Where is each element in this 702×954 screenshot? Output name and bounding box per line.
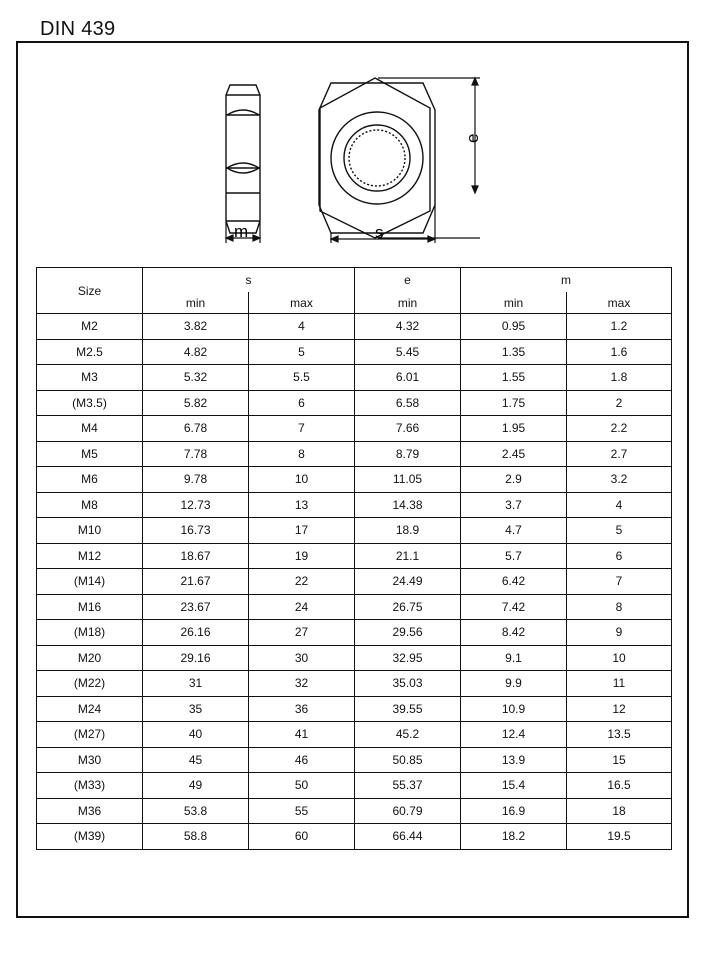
cell-size: M30: [37, 747, 143, 773]
table-row: [37, 543, 672, 569]
cell-m-max: 18: [567, 798, 672, 824]
cell-s-min: 40: [143, 722, 249, 748]
table-row: [37, 492, 672, 518]
cell-e-min: 45.2: [355, 722, 461, 748]
cell-size: (M14): [37, 569, 143, 595]
cell-s-min: 12.73: [143, 492, 249, 518]
cell-e-min: 55.37: [355, 773, 461, 799]
table-row: [37, 314, 672, 340]
cell-s-max: 36: [249, 696, 355, 722]
table-row: [37, 824, 672, 850]
document-title: DIN 439: [40, 18, 116, 40]
table-row: [37, 696, 672, 722]
cell-m-min: 1.75: [461, 390, 567, 416]
cell-m-max: 19.5: [567, 824, 672, 850]
cell-s-min: 3.82: [143, 314, 249, 340]
cell-m-max: 2.7: [567, 441, 672, 467]
table-row: [37, 645, 672, 671]
cell-s-max: 13: [249, 492, 355, 518]
cell-s-max: 8: [249, 441, 355, 467]
cell-size: (M18): [37, 620, 143, 646]
cell-size: M5: [37, 441, 143, 467]
cell-size: M2: [37, 314, 143, 340]
table-row: [37, 518, 672, 544]
cell-m-min: 5.7: [461, 543, 567, 569]
cell-s-min: 18.67: [143, 543, 249, 569]
cell-m-min: 1.95: [461, 416, 567, 442]
cell-e-min: 21.1: [355, 543, 461, 569]
cell-size: (M33): [37, 773, 143, 799]
cell-s-min: 31: [143, 671, 249, 697]
cell-e-min: 24.49: [355, 569, 461, 595]
cell-m-max: 2: [567, 390, 672, 416]
cell-m-min: 6.42: [461, 569, 567, 595]
cell-m-max: 7: [567, 569, 672, 595]
cell-s-max: 24: [249, 594, 355, 620]
cell-m-min: 15.4: [461, 773, 567, 799]
cell-s-max: 27: [249, 620, 355, 646]
cell-m-min: 0.95: [461, 314, 567, 340]
cell-m-max: 2.2: [567, 416, 672, 442]
cell-s-min: 4.82: [143, 339, 249, 365]
header-s: s: [143, 268, 355, 293]
cell-m-max: 8: [567, 594, 672, 620]
cell-m-max: 10: [567, 645, 672, 671]
cell-s-min: 6.78: [143, 416, 249, 442]
cell-s-min: 7.78: [143, 441, 249, 467]
cell-size: M36: [37, 798, 143, 824]
cell-m-min: 1.55: [461, 365, 567, 391]
cell-size: M4: [37, 416, 143, 442]
cell-e-min: 50.85: [355, 747, 461, 773]
cell-s-min: 5.32: [143, 365, 249, 391]
cell-e-min: 4.32: [355, 314, 461, 340]
cell-m-min: 18.2: [461, 824, 567, 850]
cell-m-max: 15: [567, 747, 672, 773]
cell-s-max: 5: [249, 339, 355, 365]
cell-s-max: 46: [249, 747, 355, 773]
header-m-max: max: [567, 292, 672, 314]
cell-s-max: 6: [249, 390, 355, 416]
cell-m-max: 11: [567, 671, 672, 697]
cell-m-min: 8.42: [461, 620, 567, 646]
cell-e-min: 6.58: [355, 390, 461, 416]
cell-s-min: 5.82: [143, 390, 249, 416]
table-row: [37, 467, 672, 493]
cell-m-min: 3.7: [461, 492, 567, 518]
cell-size: M24: [37, 696, 143, 722]
cell-m-max: 3.2: [567, 467, 672, 493]
cell-s-max: 4: [249, 314, 355, 340]
cell-size: (M27): [37, 722, 143, 748]
cell-s-min: 9.78: [143, 467, 249, 493]
cell-m-min: 7.42: [461, 594, 567, 620]
cell-size: M20: [37, 645, 143, 671]
table-row: [37, 747, 672, 773]
cell-e-min: 26.75: [355, 594, 461, 620]
cell-m-max: 6: [567, 543, 672, 569]
cell-size: (M3.5): [37, 390, 143, 416]
label-m: m: [234, 222, 249, 241]
label-e: e: [463, 133, 482, 143]
cell-m-max: 13.5: [567, 722, 672, 748]
cell-s-max: 17: [249, 518, 355, 544]
cell-s-max: 10: [249, 467, 355, 493]
cell-e-min: 39.55: [355, 696, 461, 722]
cell-m-min: 9.9: [461, 671, 567, 697]
table-row: [37, 620, 672, 646]
cell-s-min: 53.8: [143, 798, 249, 824]
cell-s-max: 19: [249, 543, 355, 569]
front-view-nut: [319, 78, 435, 238]
header-m-min: min: [461, 292, 567, 314]
cell-e-min: 29.56: [355, 620, 461, 646]
header-e-min: min: [355, 292, 461, 314]
table-row: [37, 594, 672, 620]
table-row: [37, 671, 672, 697]
cell-s-max: 7: [249, 416, 355, 442]
cell-m-max: 9: [567, 620, 672, 646]
cell-m-max: 1.8: [567, 365, 672, 391]
cell-m-max: 1.6: [567, 339, 672, 365]
cell-m-min: 2.9: [461, 467, 567, 493]
cell-size: (M22): [37, 671, 143, 697]
table-row: [37, 798, 672, 824]
cell-m-max: 1.2: [567, 314, 672, 340]
side-view-nut: [226, 85, 260, 233]
cell-m-max: 4: [567, 492, 672, 518]
table-row: [37, 722, 672, 748]
cell-e-min: 18.9: [355, 518, 461, 544]
cell-s-min: 45: [143, 747, 249, 773]
cell-s-max: 55: [249, 798, 355, 824]
cell-s-max: 60: [249, 824, 355, 850]
cell-s-min: 35: [143, 696, 249, 722]
cell-size: M8: [37, 492, 143, 518]
hex-nut-drawing: [18, 43, 687, 267]
table-row: [37, 569, 672, 595]
dimension-table: [36, 267, 672, 850]
cell-m-max: 12: [567, 696, 672, 722]
cell-s-max: 5.5: [249, 365, 355, 391]
dimension-e: [378, 78, 480, 238]
cell-size: M16: [37, 594, 143, 620]
cell-s-min: 26.16: [143, 620, 249, 646]
table-row: [37, 390, 672, 416]
table-row: [37, 339, 672, 365]
cell-size: M2.5: [37, 339, 143, 365]
cell-m-min: 13.9: [461, 747, 567, 773]
cell-s-min: 29.16: [143, 645, 249, 671]
cell-m-min: 1.35: [461, 339, 567, 365]
table-row: [37, 365, 672, 391]
cell-size: M10: [37, 518, 143, 544]
cell-s-max: 32: [249, 671, 355, 697]
cell-m-min: 9.1: [461, 645, 567, 671]
table-body: [37, 314, 672, 850]
cell-s-min: 16.73: [143, 518, 249, 544]
cell-s-min: 23.67: [143, 594, 249, 620]
cell-m-min: 10.9: [461, 696, 567, 722]
cell-size: M12: [37, 543, 143, 569]
header-e: e: [355, 268, 461, 293]
cell-e-min: 7.66: [355, 416, 461, 442]
cell-e-min: 6.01: [355, 365, 461, 391]
cell-size: (M39): [37, 824, 143, 850]
cell-m-max: 5: [567, 518, 672, 544]
cell-e-min: 8.79: [355, 441, 461, 467]
table-row: [37, 441, 672, 467]
cell-size: M3: [37, 365, 143, 391]
cell-m-max: 16.5: [567, 773, 672, 799]
cell-m-min: 2.45: [461, 441, 567, 467]
header-s-max: max: [249, 292, 355, 314]
cell-m-min: 12.4: [461, 722, 567, 748]
cell-s-max: 41: [249, 722, 355, 748]
drawing-frame: [16, 41, 689, 918]
header-m: m: [461, 268, 672, 293]
table-row: [37, 773, 672, 799]
cell-size: M6: [37, 467, 143, 493]
cell-e-min: 32.95: [355, 645, 461, 671]
cell-e-min: 14.38: [355, 492, 461, 518]
header-size: Size: [37, 268, 143, 314]
cell-e-min: 11.05: [355, 467, 461, 493]
cell-s-max: 50: [249, 773, 355, 799]
cell-m-min: 4.7: [461, 518, 567, 544]
cell-s-max: 22: [249, 569, 355, 595]
cell-s-min: 21.67: [143, 569, 249, 595]
cell-e-min: 60.79: [355, 798, 461, 824]
cell-s-max: 30: [249, 645, 355, 671]
cell-m-min: 16.9: [461, 798, 567, 824]
cell-e-min: 35.03: [355, 671, 461, 697]
cell-e-min: 66.44: [355, 824, 461, 850]
cell-s-min: 49: [143, 773, 249, 799]
header-s-min: min: [143, 292, 249, 314]
table-row: [37, 416, 672, 442]
label-s: s: [375, 223, 384, 242]
cell-e-min: 5.45: [355, 339, 461, 365]
cell-s-min: 58.8: [143, 824, 249, 850]
